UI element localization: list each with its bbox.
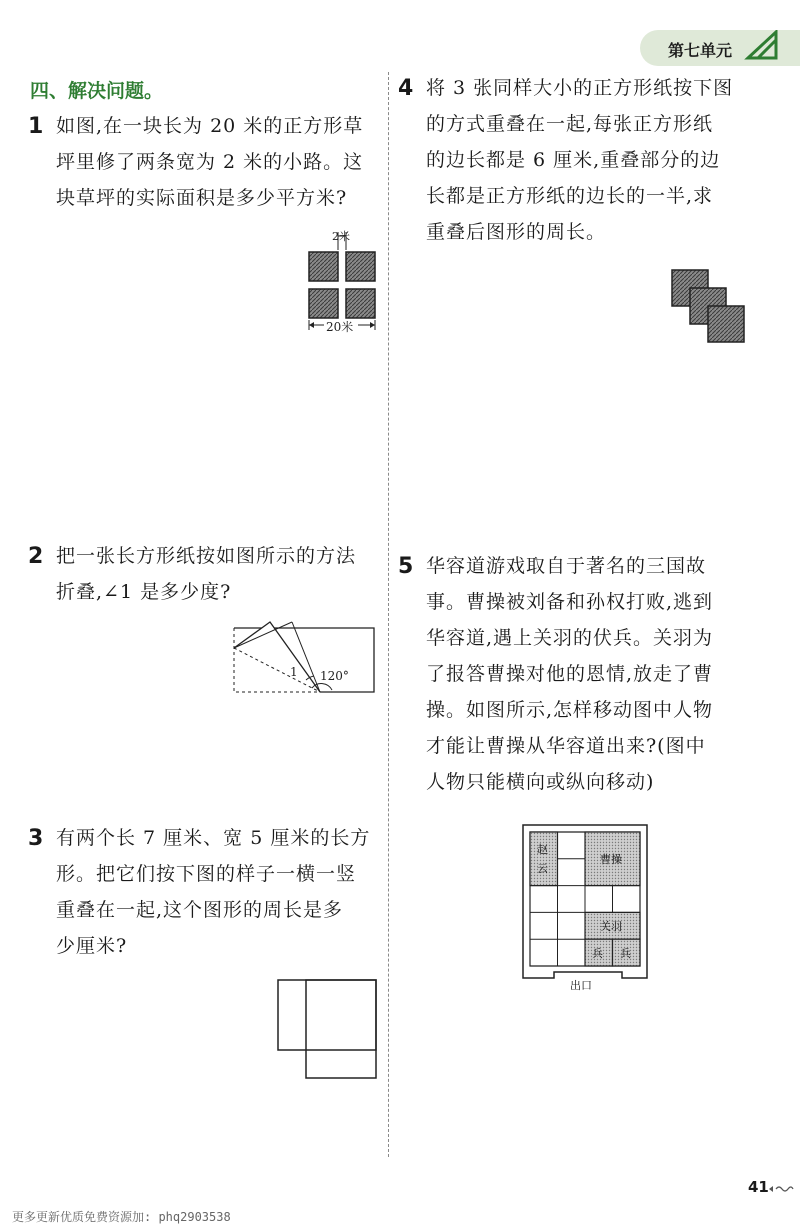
question-4-line: 长都是正方形纸的边长的一半,求	[426, 185, 714, 207]
zhaoyun-label-2: 云	[537, 862, 548, 875]
page-number: 41	[748, 1178, 769, 1196]
question-5-line: 才能让曹操从华容道出来?(图中	[426, 735, 706, 757]
section-title: 四、解决问题。	[30, 80, 164, 102]
zhaoyun-label-1: 赵	[537, 843, 548, 856]
question-4-text	[426, 70, 733, 250]
lawn-side-label: 20米	[326, 320, 354, 334]
overlapping-rectangles-figure	[274, 976, 380, 1084]
unit-label: 第七单元	[668, 41, 733, 60]
question-2-text	[56, 538, 356, 610]
question-5-line: 事。曹操被刘备和孙权打败,逃到	[426, 591, 714, 613]
question-1-number: 1	[28, 114, 44, 139]
exit-label: 出口	[570, 979, 592, 992]
angle-1-label: 1	[290, 665, 298, 679]
wave-decoration-icon	[768, 1183, 794, 1195]
question-3-number: 3	[28, 826, 44, 851]
question-2-line: 折叠,∠1 是多少度?	[56, 581, 232, 603]
guanyu-label: 关羽	[600, 920, 622, 933]
soldier-label-2: 兵	[620, 947, 631, 960]
question-3-line: 重叠在一起,这个图形的周长是多	[56, 899, 344, 921]
question-3-line: 少厘米?	[56, 935, 128, 957]
question-4-line: 重叠后图形的周长。	[426, 221, 607, 243]
question-4-line: 的边长都是 6 厘米,重叠部分的边	[426, 149, 721, 171]
question-3-text	[56, 820, 370, 964]
question-2-number: 2	[28, 544, 44, 569]
question-3-line: 形。把它们按下图的样子一横一竖	[56, 863, 357, 885]
question-2-line: 把一张长方形纸按如图所示的方法	[56, 545, 357, 567]
question-4-line: 将 3 张同样大小的正方形纸按下图	[426, 77, 734, 99]
lawn-figure	[300, 226, 384, 338]
caocao-label: 曹操	[600, 853, 622, 866]
column-divider	[388, 72, 389, 1157]
question-3-line: 有两个长 7 厘米、宽 5 厘米的长方	[56, 827, 371, 849]
question-5-number: 5	[398, 554, 414, 579]
angle-120-label: 120°	[320, 669, 349, 683]
question-1-text	[56, 108, 363, 216]
lawn-path-width-label: 2米	[332, 230, 350, 243]
question-5-line: 华容道,遇上关羽的伏兵。关羽为	[426, 627, 714, 649]
question-4-line: 的方式重叠在一起,每张正方形纸	[426, 113, 714, 135]
question-5-line: 人物只能横向或纵向移动)	[426, 771, 655, 793]
question-5-text	[426, 548, 713, 800]
stacked-squares-figure	[668, 266, 750, 348]
question-4-number: 4	[398, 76, 414, 101]
soldier-label-1: 兵	[592, 947, 603, 960]
question-1-line: 如图,在一块长为 20 米的正方形草	[56, 115, 364, 137]
footer-note: 更多更新优质免费资源加: phq2903538	[12, 1210, 231, 1224]
question-1-line: 块草坪的实际面积是多少平方米?	[56, 187, 348, 209]
huarong-road-board	[518, 820, 652, 992]
folded-paper-figure	[228, 618, 380, 698]
question-5-line: 了报答曹操对他的恩情,放走了曹	[426, 663, 714, 685]
question-1-line: 坪里修了两条宽为 2 米的小路。这	[56, 151, 364, 173]
question-5-line: 华容道游戏取自于著名的三国故	[426, 555, 707, 577]
triangle-ruler-icon	[744, 30, 780, 62]
question-5-line: 操。如图所示,怎样移动图中人物	[426, 699, 714, 721]
